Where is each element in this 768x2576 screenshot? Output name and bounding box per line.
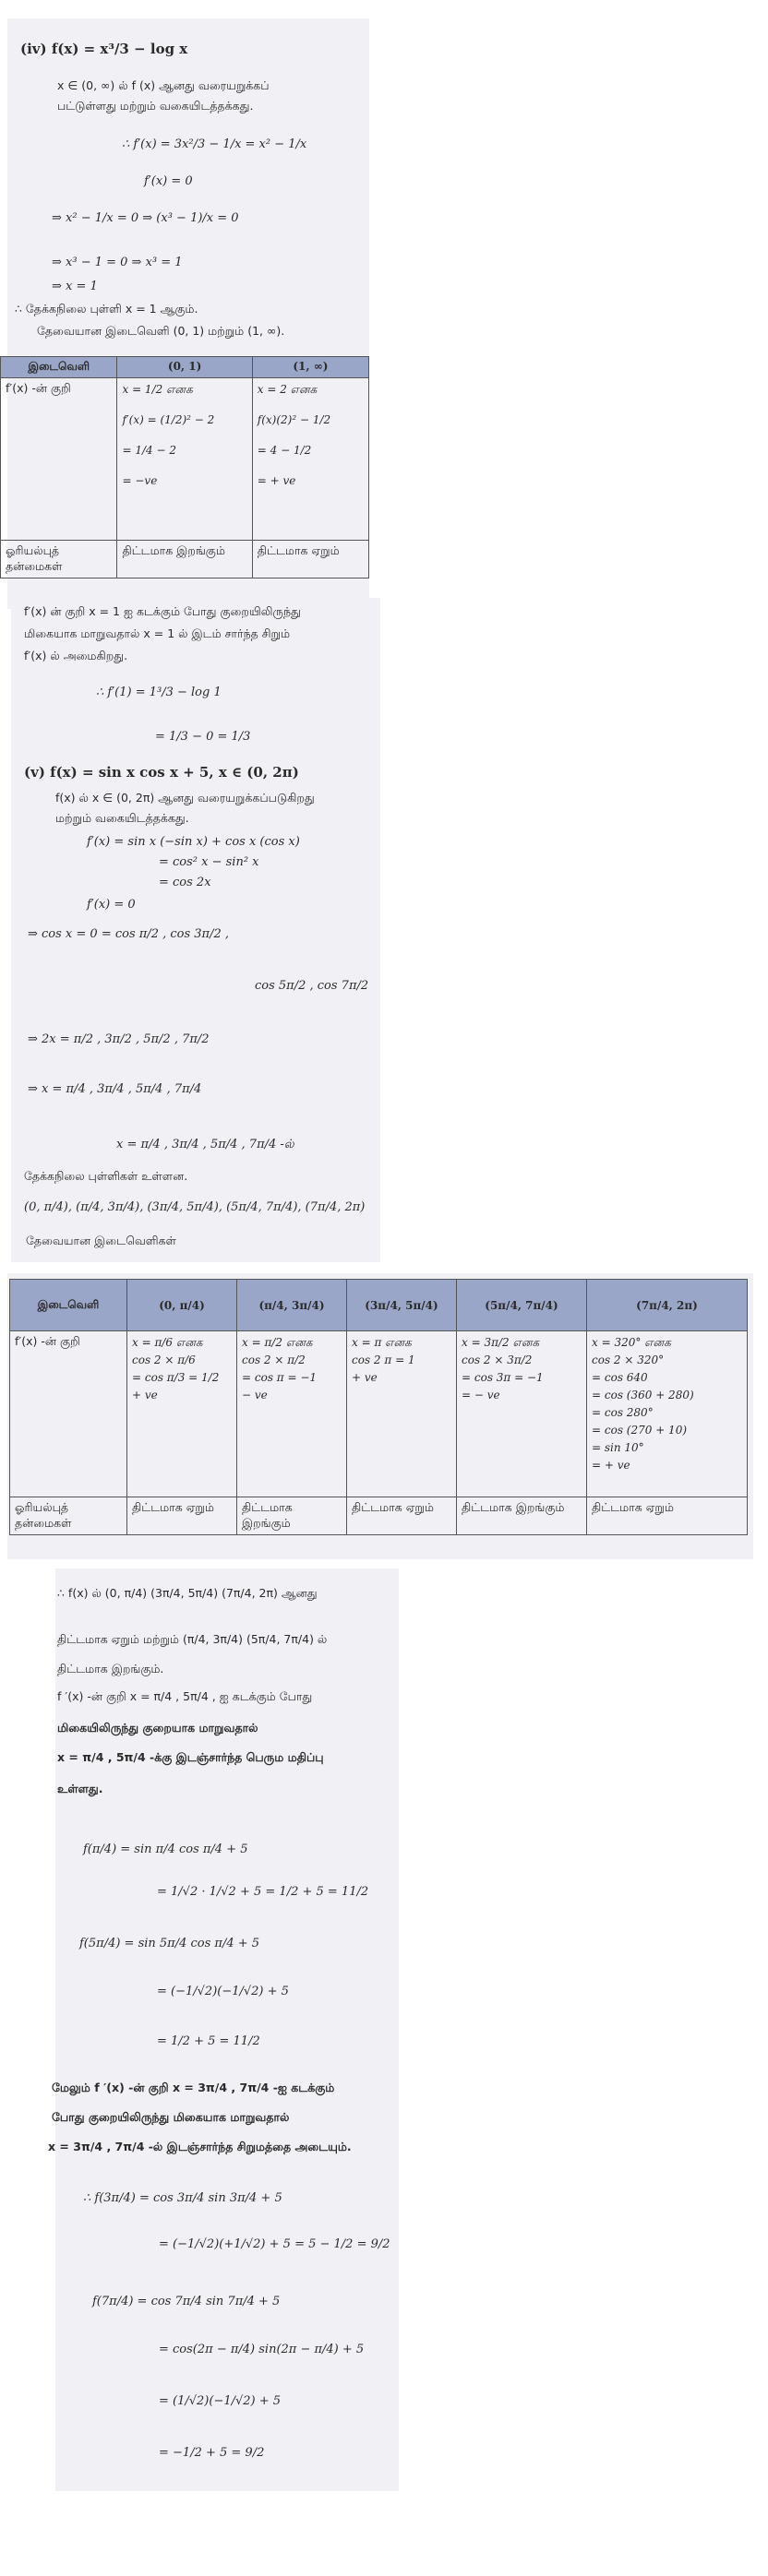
cell-line: x = π/6 எனக xyxy=(132,1336,203,1349)
cell-line: cos 2 × 320° xyxy=(592,1354,665,1366)
cell-line: = + ve xyxy=(257,474,296,487)
table-header: (5π/4, 7π/4) xyxy=(457,1280,587,1331)
min-calc-5: = (1/√2)(−1/√2) + 5 xyxy=(159,2394,282,2408)
table-header: (0, 1) xyxy=(117,357,252,378)
intervals-caption: தேவையான இடைவெளிகள் xyxy=(26,1234,176,1247)
table-cell: திட்டமாக ஏறும் xyxy=(347,1497,457,1535)
row-label-sign: f′(x) -ன் குறி xyxy=(1,378,117,541)
table-header: (0, π/4) xyxy=(127,1280,237,1331)
table-cell: திட்டமாக இறங்கும் xyxy=(237,1497,347,1535)
cell-line: + ve xyxy=(132,1389,158,1401)
cell-line: = 1/4 − 2 xyxy=(122,444,176,457)
part-v-heading: (v) f(x) = sin x cos x + 5, x ∈ (0, 2π) xyxy=(24,764,299,781)
cell-line: = cos (360 + 280) xyxy=(592,1389,694,1401)
part-v-intro-line2: மற்றும் வகையிடத்தக்கது. xyxy=(55,811,189,825)
sign-table-v xyxy=(9,1279,748,1535)
cell-line: x = 1/2 எனக xyxy=(122,383,193,396)
table-cell: திட்டமாக ஏறும் xyxy=(252,541,368,578)
cell-line: cos 2 π = 1 xyxy=(352,1354,415,1366)
max-calc-2: = 1/√2 · 1/√2 + 5 = 1/2 + 5 = 11/2 xyxy=(157,1885,369,1899)
minimum-calc-2: = 1/3 − 0 = 1/3 xyxy=(155,730,251,744)
part-iv-heading: (iv) f(x) = x³/3 − log x xyxy=(20,41,188,57)
row-label-nature: ஓரியல்புத் தன்மைகள் xyxy=(10,1497,127,1535)
table-cell xyxy=(347,1331,457,1497)
cell-line: x = π/2 எனக xyxy=(242,1336,313,1349)
min-calc-6: = −1/2 + 5 = 9/2 xyxy=(159,2446,265,2460)
table-cell: திட்டமாக ஏறும் xyxy=(127,1497,237,1535)
min-calc-3: f(7π/4) = cos 7π/4 sin 7π/4 + 5 xyxy=(92,2295,281,2308)
derivative-line-3: = cos 2x xyxy=(159,876,211,889)
conclusion-line7: உள்ளது. xyxy=(57,1782,103,1795)
part-iv-intro-line1: x ∈ (0, ∞) ல் f (x) ஆனது வரையறுக்கப் xyxy=(57,78,270,92)
table-cell xyxy=(237,1331,347,1497)
derivative-line-5: ⇒ cos x = 0 = cos π/2 , cos 3π/2 , xyxy=(28,927,229,941)
cell-line: cos 2 × π/6 xyxy=(132,1354,196,1366)
table-cell: திட்டமாக ஏறும் xyxy=(587,1497,748,1535)
stationary-points-text: தேக்கநிலை புள்ளிகள் உள்ளன. xyxy=(24,1169,188,1183)
part-iv-after-line2: மிகையாக மாறுவதால் x = 1 ல் இடம் சார்ந்த சிறும் xyxy=(24,626,291,640)
cell-line: f′(x) = (1/2)² − 2 xyxy=(122,413,215,426)
solve-step-2: ⇒ x³ − 1 = 0 ⇒ x³ = 1 xyxy=(52,256,183,269)
conclusion-line6: x = π/4 , 5π/4 -க்கு இடஞ்சார்ந்த பெரும மதிப்பு xyxy=(57,1750,324,1764)
cell-line: = cos π/3 = 1/2 xyxy=(132,1371,220,1384)
max-calc-1: f(π/4) = sin π/4 cos π/4 + 5 xyxy=(83,1843,248,1856)
cell-line: = −ve xyxy=(122,474,158,487)
derivative-line-1: f′(x) = sin x (−sin x) + cos x (cos x) xyxy=(87,835,300,849)
sign-table-iv xyxy=(0,356,369,578)
max-calc-3: f(5π/4) = sin 5π/4 cos π/4 + 5 xyxy=(79,1937,260,1950)
conclusion-line2: திட்டமாக ஏறும் மற்றும் (π/4, 3π/4) (5π/4, 7π/4) ல் xyxy=(57,1632,328,1646)
cell-line: = + ve xyxy=(592,1459,630,1472)
row-label-nature: ஓரியல்புத் தன்மைகள் xyxy=(1,541,117,578)
cell-line: f(x)(2)² − 1/2 xyxy=(257,413,331,426)
table-cell xyxy=(457,1331,587,1497)
min-calc-2: = (−1/√2)(+1/√2) + 5 = 5 − 1/2 = 9/2 xyxy=(159,2237,390,2251)
derivative-line-9: x = π/4 , 3π/4 , 5π/4 , 7π/4 -ல் xyxy=(116,1138,294,1151)
minimum-calc-1: ∴ f′(1) = 1³/3 − log 1 xyxy=(96,686,222,699)
table-cell xyxy=(252,378,368,541)
cell-line: x = 320° எனக xyxy=(592,1336,671,1349)
table-cell: திட்டமாக இறங்கும் xyxy=(457,1497,587,1535)
cell-line: cos 2 × 3π/2 xyxy=(462,1354,533,1366)
required-intervals-text: தேவையான இடைவெளி (0, 1) மற்றும் (1, ∞). xyxy=(37,324,285,338)
min-calc-4: = cos(2π − π/4) sin(2π − π/4) + 5 xyxy=(159,2343,365,2356)
conclusion-line3: திட்டமாக இறங்கும். xyxy=(57,1662,164,1676)
part-v-intro-line1: f(x) ல் x ∈ (0, 2π) ஆனது வரையறுக்கப்படுகிறது xyxy=(55,791,315,805)
table-cell xyxy=(117,378,252,541)
table-header: (3π/4, 5π/4) xyxy=(347,1280,457,1331)
min-text-line3: x = 3π/4 , 7π/4 -ல் இடஞ்சார்ந்த சிறுமத்தை அடையும். xyxy=(48,2140,352,2153)
table-header: (1, ∞) xyxy=(252,357,368,378)
min-text-line2: போது குறையிலிருந்து மிகையாக மாறுவதால் xyxy=(52,2110,290,2124)
cell-line: = sin 10° xyxy=(592,1441,644,1454)
table-header: (7π/4, 2π) xyxy=(587,1280,748,1331)
cell-line: x = π எனக xyxy=(352,1336,412,1349)
table-cell xyxy=(127,1331,237,1497)
row-label-sign: f′(x) -ன் குறி xyxy=(10,1331,127,1497)
cell-line: = − ve xyxy=(462,1389,500,1401)
cell-line: x = 2 எனக xyxy=(257,383,318,396)
cell-line: = cos 640 xyxy=(592,1371,648,1384)
cell-line: = cos 280° xyxy=(592,1406,654,1419)
cell-line: = cos π = −1 xyxy=(242,1371,318,1384)
max-calc-5: = 1/2 + 5 = 11/2 xyxy=(157,2034,260,2048)
max-calc-4: = (−1/√2)(−1/√2) + 5 xyxy=(157,1985,289,1998)
derivative-line-4: f′(x) = 0 xyxy=(87,898,136,912)
min-text-line1: மேலும் f ′(x) -ன் குறி x = 3π/4 , 7π/4 -ஐ கடக்கும் xyxy=(52,2081,335,2094)
derivative-eq: ∴ f′(x) = 3x²/3 − 1/x = x² − 1/x xyxy=(122,137,307,151)
cell-line: = cos 3π = −1 xyxy=(462,1371,544,1384)
derivative-line-2: = cos² x − sin² x xyxy=(159,855,259,869)
table-header: (π/4, 3π/4) xyxy=(237,1280,347,1331)
stationary-point-text: ∴ தேக்கநிலை புள்ளி x = 1 ஆகும். xyxy=(15,302,198,316)
conclusion-line4: f ′(x) -ன் குறி x = π/4 , 5π/4 , ஐ கடக்கும் போது xyxy=(57,1689,313,1703)
derivative-zero: f′(x) = 0 xyxy=(144,174,193,188)
solve-step-3: ⇒ x = 1 xyxy=(52,280,98,293)
part-iv-after-line1: f′(x) ன் குறி x = 1 ஐ கடக்கும் போது குறையிலிருந்து xyxy=(24,604,301,618)
part-iv-intro-line2: பட்டுள்ளது மற்றும் வகையிடத்தக்கது. xyxy=(57,99,254,113)
cell-line: x = 3π/2 எனக xyxy=(462,1336,540,1349)
conclusion-line1: ∴ f(x) ல் (0, π/4) (3π/4, 5π/4) (7π/4, 2π) ஆனது xyxy=(57,1586,318,1600)
derivative-line-8: ⇒ x = π/4 , 3π/4 , 5π/4 , 7π/4 xyxy=(28,1082,202,1096)
interval-list: (0, π/4), (π/4, 3π/4), (3π/4, 5π/4), (5π/4, 7π/4), (7π/4, 2π) xyxy=(24,1200,366,1214)
derivative-line-6: cos 5π/2 , cos 7π/2 xyxy=(255,979,369,993)
table-header: இடைவெளி xyxy=(10,1280,127,1331)
min-calc-1: ∴ f(3π/4) = cos 3π/4 sin 3π/4 + 5 xyxy=(83,2191,282,2205)
solve-step-1: ⇒ x² − 1/x = 0 ⇒ (x³ − 1)/x = 0 xyxy=(52,211,239,225)
table-cell xyxy=(587,1331,748,1497)
table-header: இடைவெளி xyxy=(1,357,117,378)
cell-line: + ve xyxy=(352,1371,378,1384)
cell-line: − ve xyxy=(242,1389,268,1401)
part-iv-after-line3: f′(x) ல் அமைகிறது. xyxy=(24,649,128,662)
conclusion-line5: மிகையிலிருந்து குறையாக மாறுவதால் xyxy=(57,1721,258,1735)
table-cell: திட்டமாக இறங்கும் xyxy=(117,541,252,578)
cell-line: = 4 − 1/2 xyxy=(257,444,312,457)
cell-line: cos 2 × π/2 xyxy=(242,1354,306,1366)
derivative-line-7: ⇒ 2x = π/2 , 3π/2 , 5π/2 , 7π/2 xyxy=(28,1032,210,1046)
cell-line: = cos (270 + 10) xyxy=(592,1424,688,1437)
